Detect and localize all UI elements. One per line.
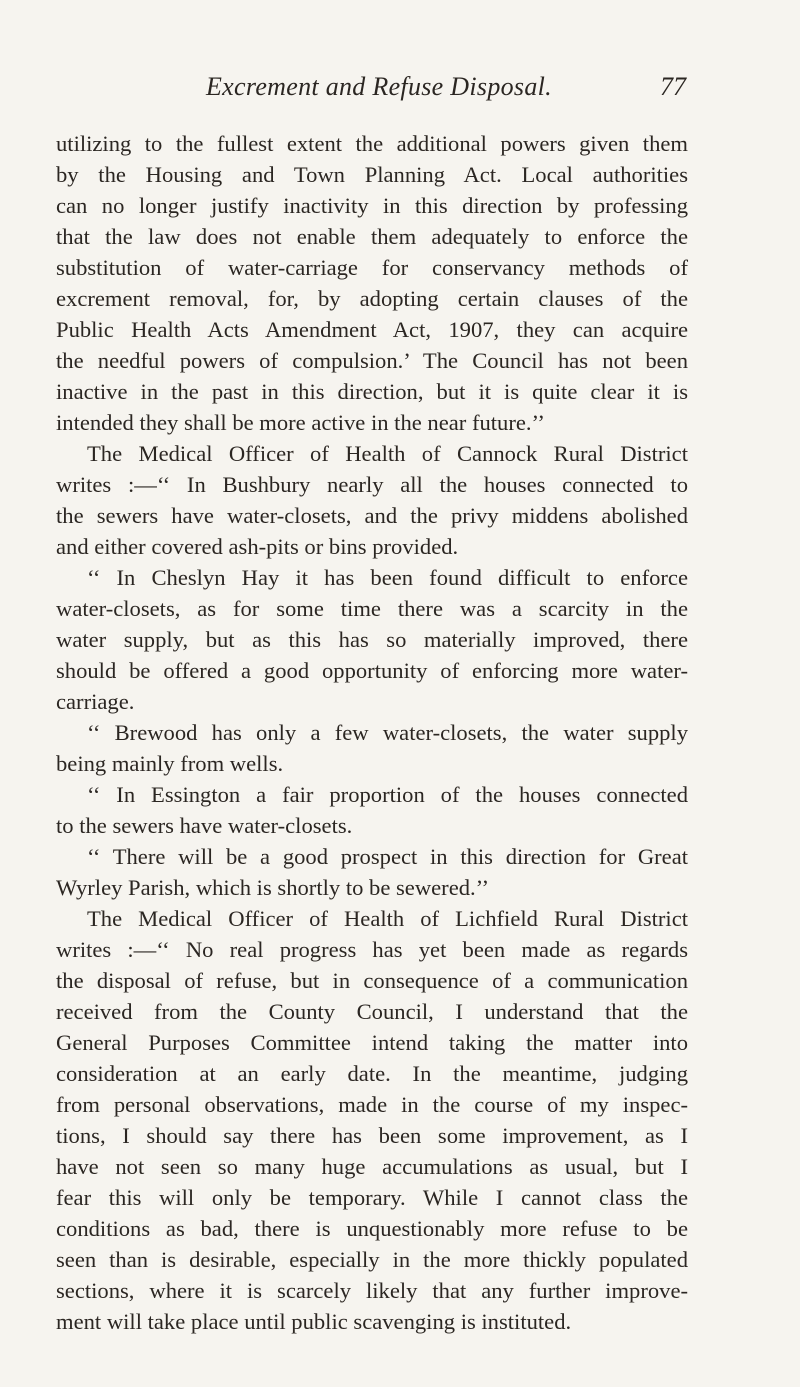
text-line: substitution of water-carriage for conservancy methods of xyxy=(56,255,688,280)
text-line: ‘‘ Brewood has only a few water-closets, the water supply xyxy=(87,720,688,745)
text-line: from personal observations, made in the course of my inspec- xyxy=(56,1092,688,1117)
text-line: by the Housing and Town Planning Act. Local authorities xyxy=(56,162,688,187)
text-line: being mainly from wells. xyxy=(56,751,284,776)
text-line: water supply, but as this has so materially improved, there xyxy=(56,627,688,652)
text-line: ‘‘ In Cheslyn Hay it has been found difficult to enforce xyxy=(87,565,688,590)
text-line: ‘‘ There will be a good prospect in this direction for Great xyxy=(87,844,688,869)
page-header xyxy=(206,72,686,108)
text-line: ment will take place until public scavenging is instituted. xyxy=(56,1309,572,1334)
body-text xyxy=(56,128,688,1337)
text-line: fear this will only be temporary. While I cannot class the xyxy=(56,1185,688,1210)
text-line: and either covered ash-pits or bins provided. xyxy=(56,534,459,559)
text-line: Public Health Acts Amendment Act, 1907, they can acquire xyxy=(56,317,688,342)
text-line: the disposal of refuse, but in consequence of a communication xyxy=(56,968,688,993)
text-line: Wyrley Parish, which is shortly to be sewered.’’ xyxy=(56,875,490,900)
text-line: carriage. xyxy=(56,689,135,714)
page-number: 77 xyxy=(660,72,686,101)
text-line: water-closets, as for some time there was a scarcity in the xyxy=(56,596,688,621)
text-line: consideration at an early date. In the meantime, judging xyxy=(56,1061,688,1086)
text-line: The Medical Officer of Health of Cannock Rural District xyxy=(87,441,688,466)
text-line: writes :—‘‘ In Bushbury nearly all the houses connected to xyxy=(56,472,688,497)
text-line: sections, where it is scarcely likely that any further improve- xyxy=(56,1278,688,1303)
text-line: to the sewers have water-closets. xyxy=(56,813,353,838)
text-line: General Purposes Committee intend taking the matter into xyxy=(56,1030,688,1055)
text-line: The Medical Officer of Health of Lichfield Rural District xyxy=(87,906,688,931)
text-line: should be offered a good opportunity of enforcing more water- xyxy=(56,658,688,683)
text-line: intended they shall be more active in the near future.’’ xyxy=(56,410,545,435)
text-line: the needful powers of compulsion.’ The Council has not been xyxy=(56,348,688,373)
text-line: tions, I should say there has been some improvement, as I xyxy=(56,1123,688,1148)
text-line: the sewers have water-closets, and the privy middens abolished xyxy=(56,503,688,528)
text-line: received from the County Council, I understand that the xyxy=(56,999,688,1024)
text-line: conditions as bad, there is unquestionably more refuse to be xyxy=(56,1216,688,1241)
text-line: excrement removal, for, by adopting certain clauses of the xyxy=(56,286,688,311)
text-line: inactive in the past in this direction, but it is quite clear it is xyxy=(56,379,688,404)
text-line: writes :—‘‘ No real progress has yet been made as regards xyxy=(56,937,688,962)
text-line: that the law does not enable them adequately to enforce the xyxy=(56,224,688,249)
text-line: have not seen so many huge accumulations as usual, but I xyxy=(56,1154,688,1179)
text-line: ‘‘ In Essington a fair proportion of the houses connected xyxy=(87,782,688,807)
running-title: Excrement and Refuse Disposal. xyxy=(206,72,552,101)
text-line: can no longer justify inactivity in this direction by professing xyxy=(56,193,688,218)
text-line: seen than is desirable, especially in the more thickly populated xyxy=(56,1247,688,1272)
text-line: utilizing to the fullest extent the additional powers given them xyxy=(56,131,688,156)
